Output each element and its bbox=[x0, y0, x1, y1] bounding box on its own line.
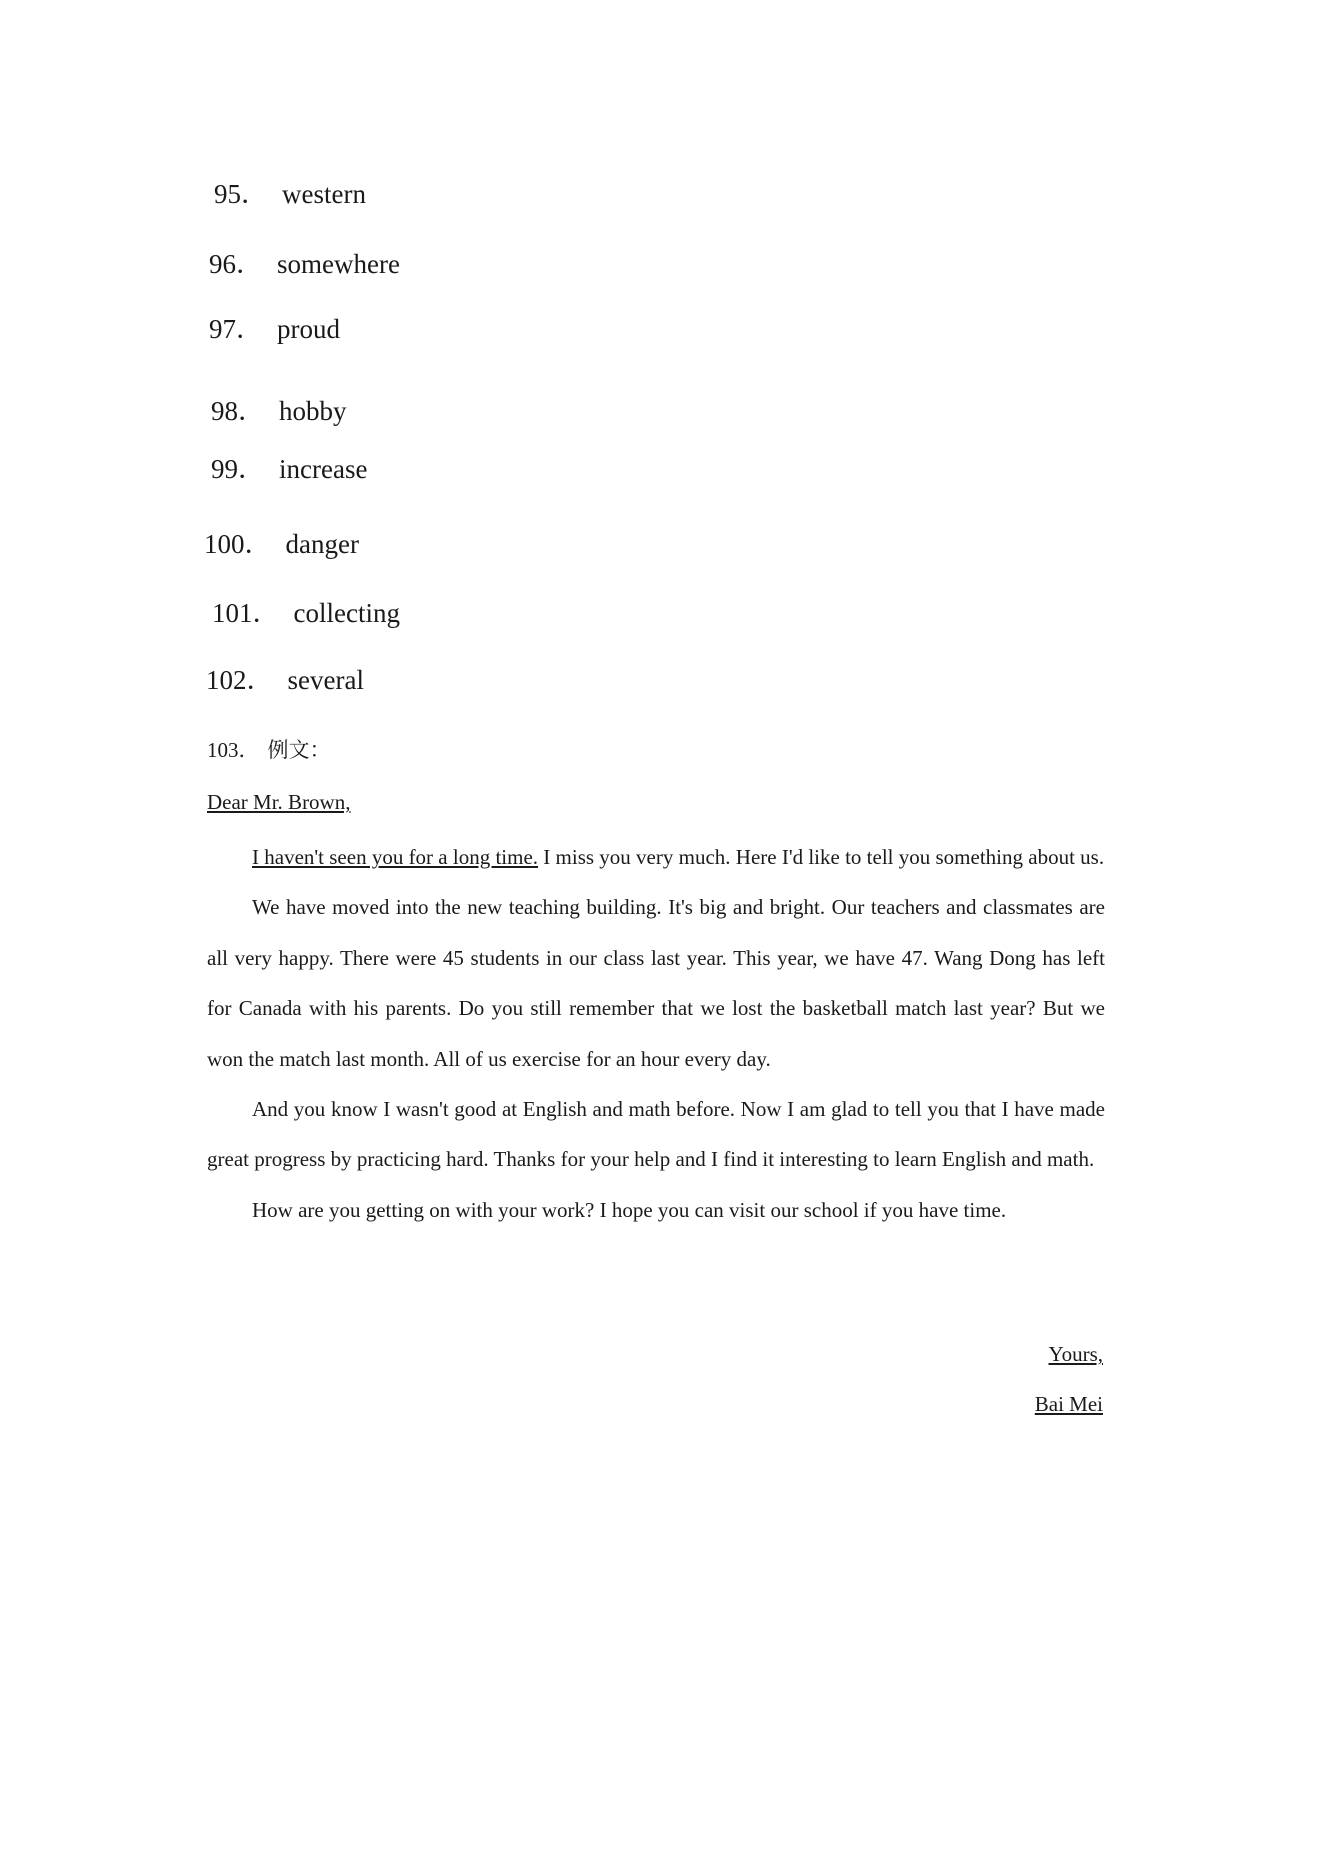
answer-97 bbox=[209, 313, 340, 345]
answer-number: 95． bbox=[214, 179, 268, 209]
answer-101 bbox=[212, 597, 400, 629]
letter-closing: Yours, bbox=[1048, 1342, 1103, 1366]
answer-word: somewhere bbox=[277, 249, 400, 279]
letter-paragraph-4: How are you getting on with your work? I hope you can visit our school if you have time. bbox=[252, 1197, 1007, 1222]
answer-number: 98． bbox=[211, 396, 265, 426]
letter-paragraph-2: We have moved into the new teaching building. It's big and bright. Our teachers and classmates are all very happy. There were 45 students in our class last year. This year, we have 47. Wang Dong has left for Canada with his parents. Do you still remember that we lost the basketball match last year? But we won the match last month. All of us exercise for an hour every day. bbox=[207, 895, 1105, 1071]
answer-102 bbox=[206, 664, 364, 696]
answer-word: several bbox=[287, 665, 364, 695]
letter-paragraph-1 bbox=[207, 832, 1105, 882]
answer-98 bbox=[211, 395, 347, 427]
answer-100 bbox=[204, 528, 359, 560]
letter-body bbox=[207, 832, 1105, 1235]
paragraph-text: I miss you very much. Here I'd like to tell you something about us. bbox=[538, 845, 1105, 869]
underlined-sentence: I haven't seen you for a long time. bbox=[252, 845, 539, 869]
answer-word: collecting bbox=[293, 598, 400, 628]
essay-heading bbox=[207, 734, 331, 766]
letter-salutation: Dear Mr. Brown, bbox=[207, 790, 351, 814]
answer-word: danger bbox=[285, 529, 359, 559]
letter-paragraph-3: And you know I wasn't good at English and math before. Now I am glad to tell you that I have made great progress by practicing hard. Thanks for your help and I find it interesting to learn English and math. bbox=[207, 1097, 1105, 1172]
letter-signature: Bai Mei bbox=[1034, 1392, 1103, 1416]
answer-number: 97． bbox=[209, 314, 263, 344]
answer-number: 101． bbox=[212, 598, 280, 628]
answer-number: 99． bbox=[211, 454, 265, 484]
answer-word: western bbox=[282, 179, 366, 209]
essay-label: 例文： bbox=[267, 738, 331, 762]
answer-number: 100． bbox=[204, 529, 272, 559]
answer-number: 102． bbox=[206, 665, 274, 695]
essay-number: 103． bbox=[207, 738, 260, 762]
answer-word: proud bbox=[277, 314, 340, 344]
answer-number: 96． bbox=[209, 249, 263, 279]
answer-word: hobby bbox=[279, 396, 347, 426]
answer-word: increase bbox=[279, 454, 368, 484]
answer-99 bbox=[211, 453, 367, 485]
answer-95 bbox=[214, 178, 366, 210]
answer-96 bbox=[209, 248, 400, 280]
